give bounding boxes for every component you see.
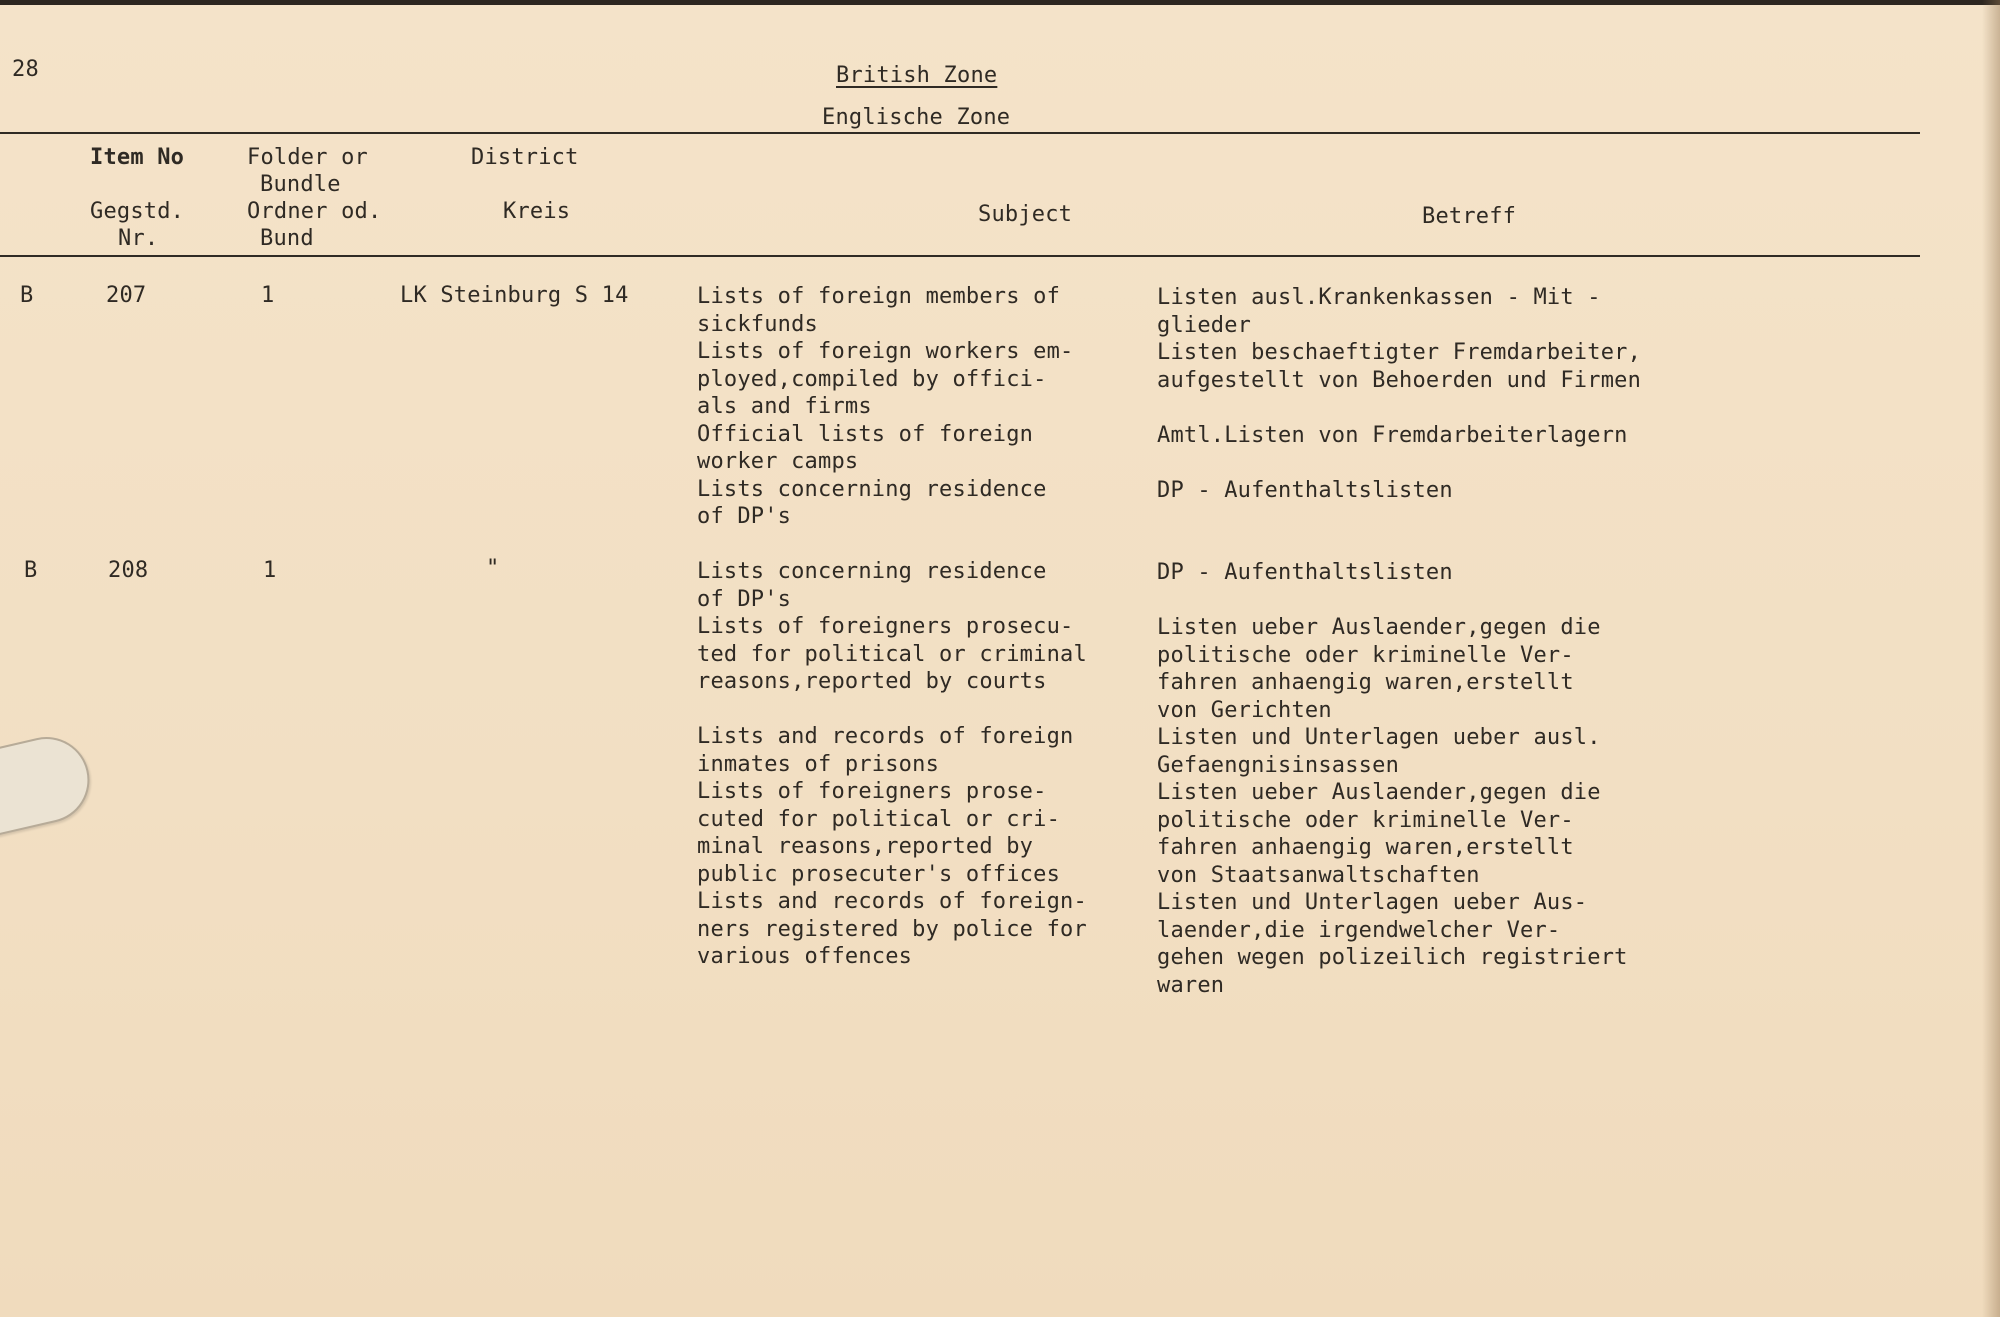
subject-line: Lists of foreign workers em-	[697, 339, 1074, 364]
betreff-line: Listen und Unterlagen ueber Aus-	[1157, 890, 1588, 915]
betreff-line: DP - Aufenthaltslisten	[1157, 477, 1453, 503]
betreff-line: Listen ueber Auslaender,gegen die	[1157, 780, 1601, 805]
subject-line: worker camps	[697, 449, 859, 474]
subject-line: sickfunds	[697, 311, 819, 337]
subject-line: Lists concerning residence	[697, 559, 1047, 584]
subject-line: Official lists of foreign	[697, 421, 1034, 447]
subject-line: Lists of foreigners prosecu-	[697, 614, 1074, 639]
betreff-line: politische oder kriminelle Ver-	[1157, 807, 1574, 833]
col-item-no-de-1: Gegstd.	[90, 199, 185, 224]
subject-line: of DP's	[697, 586, 792, 612]
subject-line: Lists and records of foreign-	[697, 889, 1087, 914]
betreff-line: fahren anhaengig waren,erstellt	[1157, 835, 1574, 860]
header-bottom-rule	[0, 255, 1920, 257]
subject-line: als and firms	[697, 394, 872, 419]
page-number: 28	[12, 57, 39, 82]
betreff-line: Listen beschaeftigter Fremdarbeiter,	[1157, 340, 1642, 365]
betreff-line: waren	[1157, 972, 1225, 998]
betreff-line: Gefaengnisinsassen	[1157, 752, 1400, 778]
subject-line: Lists concerning residence	[697, 476, 1047, 502]
betreff-line: Listen und Unterlagen ueber ausl.	[1157, 725, 1601, 750]
subject-line: reasons,reported by courts	[697, 669, 1047, 694]
col-district-de: Kreis	[503, 199, 571, 224]
col-folder-en-2: Bundle	[260, 172, 341, 197]
row-folder-number: 1	[261, 283, 275, 308]
subject-line: inmates of prisons	[697, 751, 940, 777]
header-top-rule	[0, 132, 1920, 134]
subject-line: Lists of foreign members of	[697, 284, 1061, 309]
betreff-line: Listen ausl.Krankenkassen - Mit -	[1157, 285, 1601, 310]
row-folder-number: 1	[263, 558, 277, 583]
subject-line: Lists and records of foreign	[697, 724, 1074, 749]
subject-line: minal reasons,reported by	[697, 834, 1034, 859]
subject-line: ployed,compiled by offici-	[697, 366, 1047, 392]
betreff-line: glieder	[1157, 312, 1252, 338]
col-folder-en-1: Folder or	[247, 145, 369, 170]
col-folder-de-2: Bund	[260, 226, 314, 251]
col-district-en: District	[471, 145, 579, 170]
col-subject: Subject	[978, 202, 1073, 227]
row-letter: B	[24, 558, 38, 583]
row-district: LK Steinburg S 14	[400, 283, 629, 308]
page-title: British Zone	[836, 63, 998, 88]
betreff-line: Amtl.Listen von Fremdarbeiterlagern	[1157, 422, 1628, 448]
row-letter: B	[20, 283, 34, 308]
betreff-line: laender,die irgendwelcher Ver-	[1157, 917, 1561, 943]
top-page-edge	[0, 0, 2000, 5]
subject-line: Lists of foreigners prose-	[697, 779, 1047, 804]
subject-line: ners registered by police for	[697, 916, 1087, 942]
betreff-line: von Gerichten	[1157, 697, 1332, 723]
betreff-line: aufgestellt von Behoerden und Firmen	[1157, 367, 1642, 393]
col-item-no-de-2: Nr.	[118, 226, 159, 251]
right-page-edge	[1982, 0, 2000, 1317]
row-item-number: 208	[108, 558, 149, 583]
betreff-line: Listen ueber Auslaender,gegen die	[1157, 615, 1601, 640]
subject-line: various offences	[697, 944, 913, 969]
subject-line: cuted for political or cri-	[697, 806, 1061, 832]
betreff-line: gehen wegen polizeilich registriert	[1157, 945, 1628, 970]
page-subtitle: Englische Zone	[822, 105, 1011, 130]
subject-line: of DP's	[697, 504, 792, 529]
betreff-line: fahren anhaengig waren,erstellt	[1157, 670, 1574, 695]
betreff-line: politische oder kriminelle Ver-	[1157, 642, 1574, 668]
subject-line: ted for political or criminal	[697, 641, 1087, 667]
betreff-line: DP - Aufenthaltslisten	[1157, 560, 1453, 585]
col-folder-de-1: Ordner od.	[247, 199, 382, 224]
betreff-line: von Staatsanwaltschaften	[1157, 862, 1480, 888]
row-district-ditto: "	[486, 556, 500, 581]
subject-line: public prosecuter's offices	[697, 861, 1061, 887]
col-betreff: Betreff	[1422, 204, 1517, 229]
col-item-no-en: Item No	[90, 145, 185, 170]
row-item-number: 207	[106, 283, 147, 308]
